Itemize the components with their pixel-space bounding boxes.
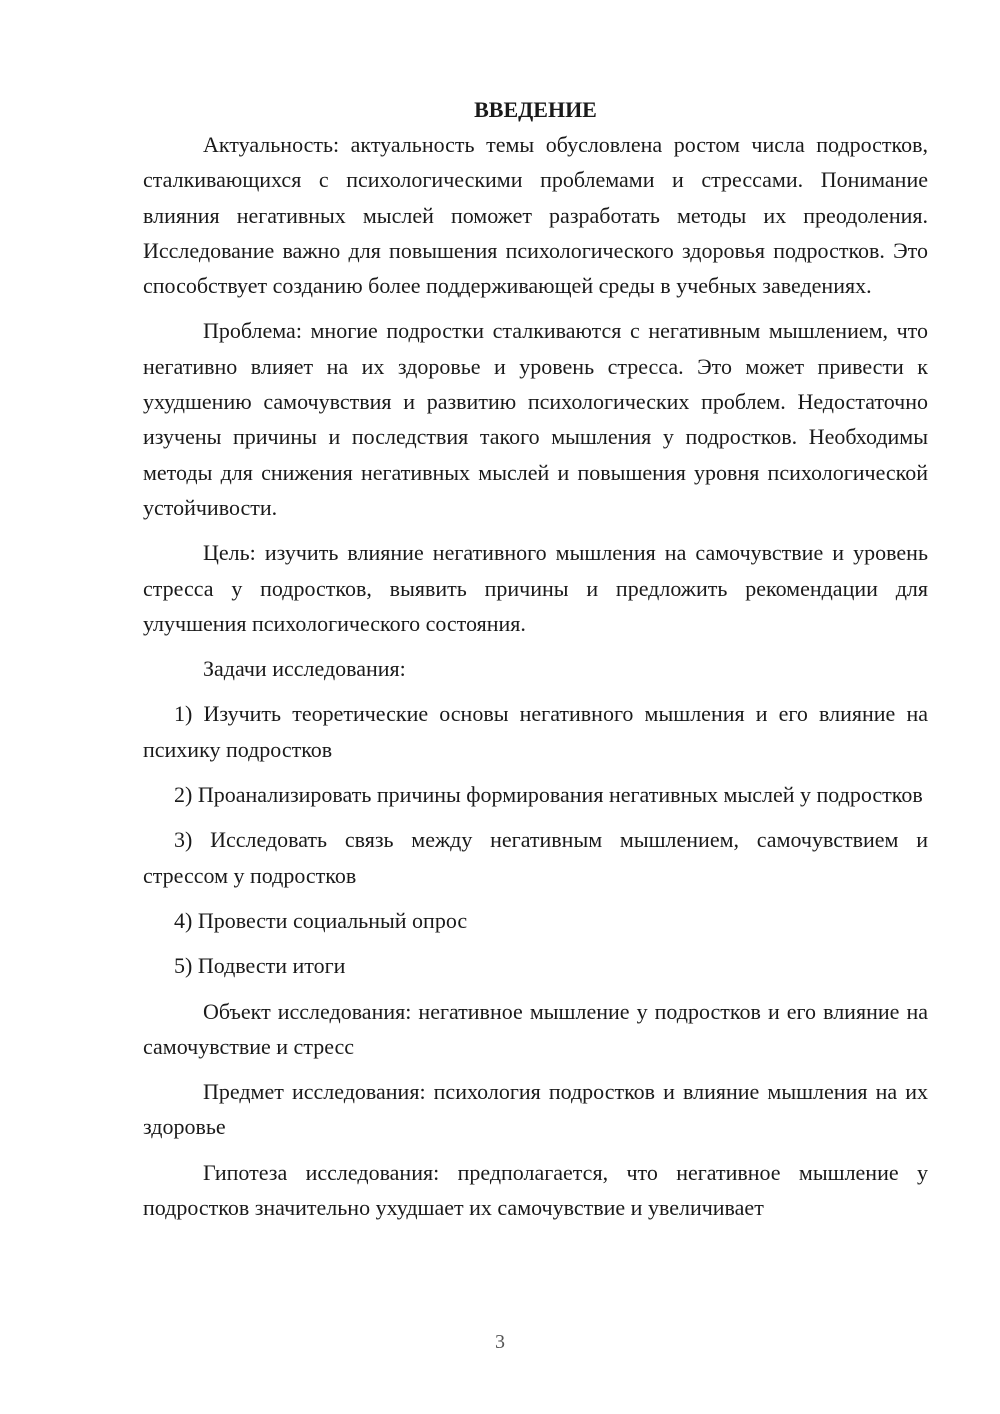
relevance-paragraph: Актуальность: актуальность темы обусловлена ростом числа подростков, сталкивающихся с психологическими проблемами и стрессами. Понимание влияния негативных мыслей поможет разработать методы их преодоления. Исследование важно для повышения психологического здоровья подростков. Это способствует созданию более поддерживающей среды в учебных заведениях. bbox=[143, 132, 928, 299]
goal-paragraph: Цель: изучить влияние негативного мышления на самочувствие и уровень стресса у подростков, выявить причины и предложить рекомендации для улучшения психологического состояния. bbox=[143, 540, 928, 636]
hypothesis-paragraph: Гипотеза исследования: предполагается, что негативное мышление у подростков значительно ухудшает их самочувствие и увеличивает bbox=[143, 1159, 928, 1221]
task-item-4: 4) Провести социальный опрос bbox=[174, 907, 468, 933]
document-page bbox=[143, 92, 928, 1235]
task-item-1: 1) Изучить теоретические основы негативного мышления и его влияние на психику подростков bbox=[143, 701, 928, 762]
section-heading: ВВЕДЕНИЕ bbox=[474, 97, 597, 122]
task-item-5: 5) Подвести итоги bbox=[174, 953, 346, 979]
task-item-2: 2) Проанализировать причины формирования негативных мыслей у подростков bbox=[174, 782, 923, 808]
subject-paragraph: Предмет исследования: психология подростков и влияние мышления на их здоровье bbox=[143, 1079, 928, 1140]
tasks-title: Задачи исследования: bbox=[203, 656, 406, 682]
task-item-3: 3) Исследовать связь между негативным мышлением, самочувствием и стрессом у подростков bbox=[143, 827, 928, 888]
problem-paragraph: Проблема: многие подростки сталкиваются с негативным мышлением, что негативно влияет на их здоровье и уровень стресса. Это может привести к ухудшению самочувствия и развитию психологических проблем. Недостаточно изучены причины и последствия такого мышления у подростков. Необходимы методы для снижения негативных мыслей и повышения уровня психологической устойчивости. bbox=[143, 318, 928, 520]
page-number: 3 bbox=[495, 1331, 505, 1353]
object-paragraph: Объект исследования: негативное мышление у подростков и его влияние на самочувствие и стресс bbox=[143, 998, 928, 1059]
